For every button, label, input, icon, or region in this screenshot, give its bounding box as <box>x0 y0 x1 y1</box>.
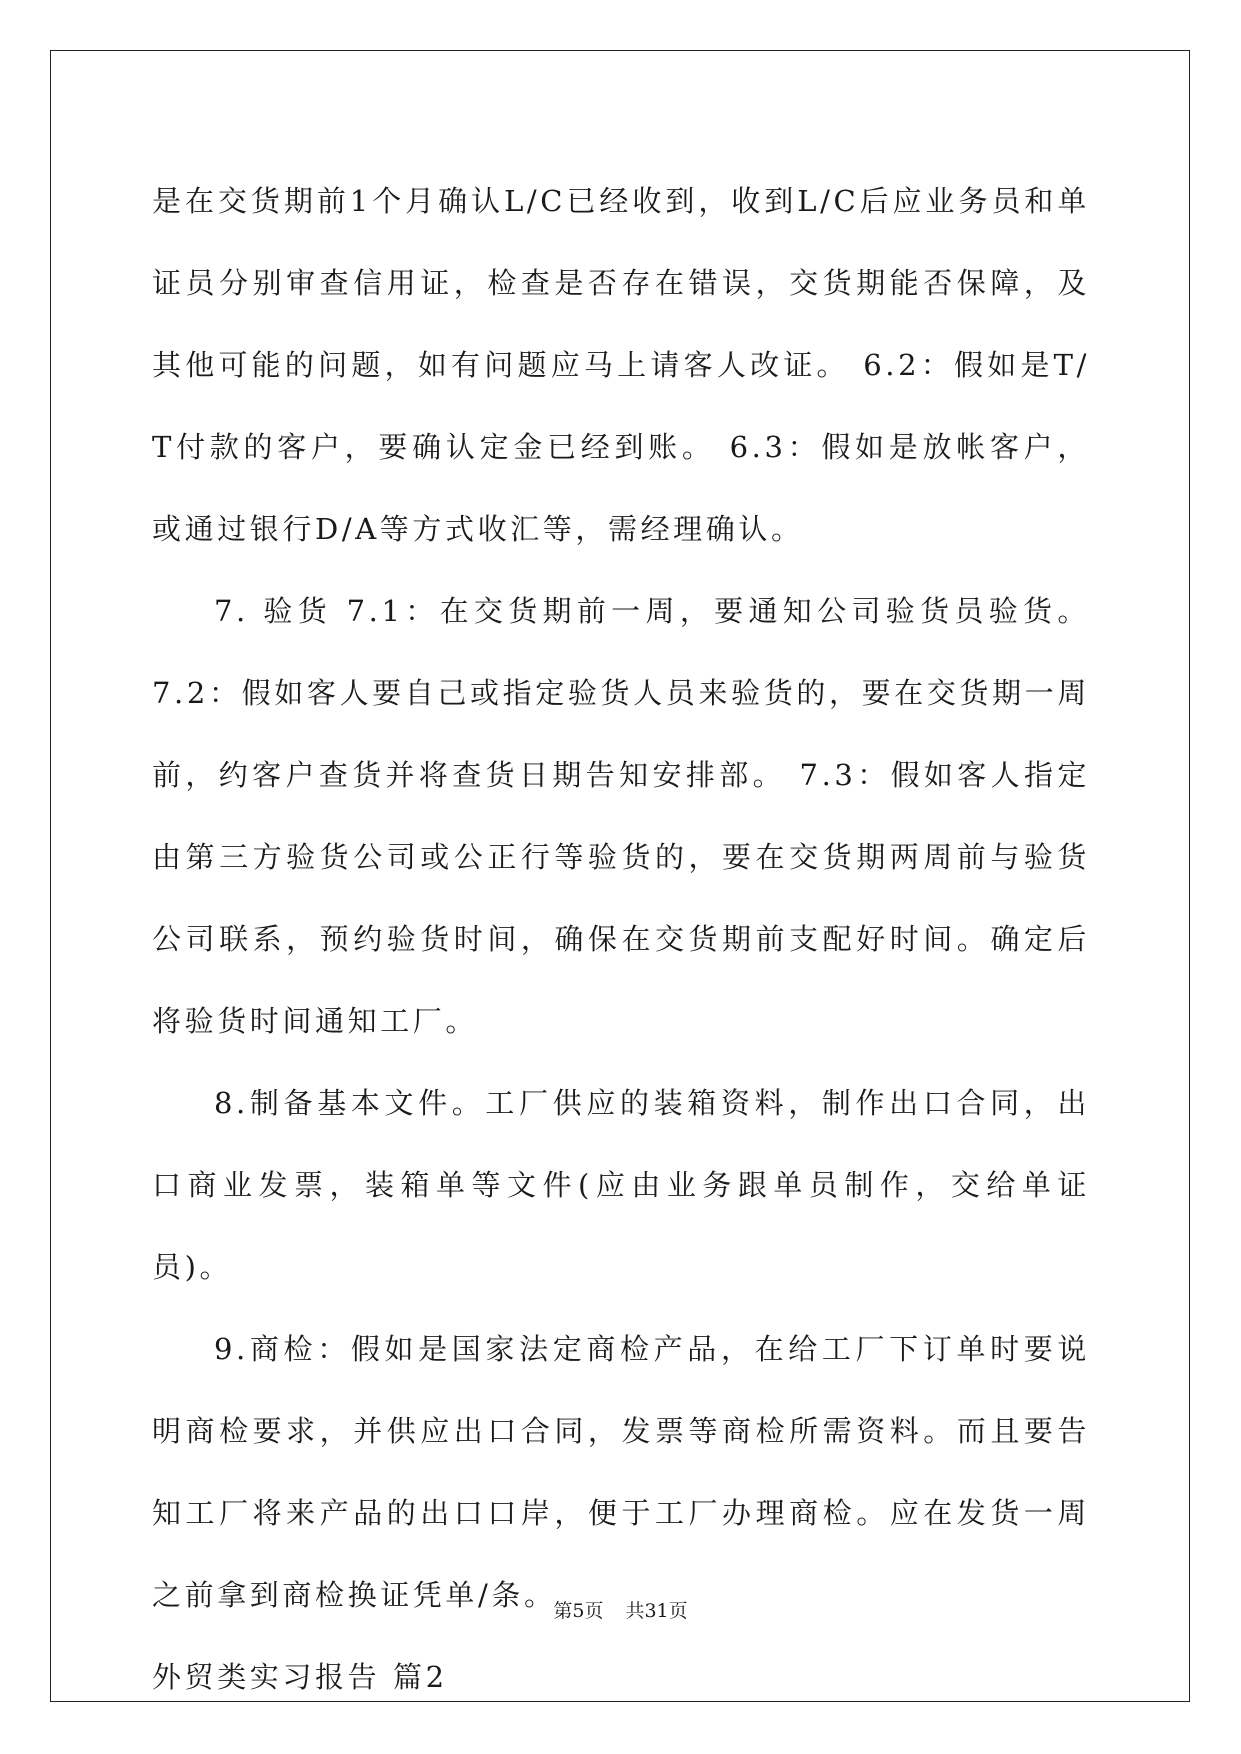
paragraph-basic-documents: 8.制备基本文件。工厂供应的装箱资料，制作出口合同，出口商业发票，装箱单等文件(应由业务跟单员制作，交给单证员)。 <box>152 1086 1090 1284</box>
paragraph-payment-confirmation: 是在交货期前1个月确认L/C已经收到，收到L/C后应业务员和单证员分别审查信用证，检查是否存在错误，交货期能否保障，及其他可能的问题，如有问题应马上请客人改证。 6.2：假如是T/T付款的客户，要确认定金已经到账。 6.3：假如是放帐客户，或通过银行D/A等方式收汇等，需经理确认。 <box>152 184 1090 546</box>
total-pages: 共31页 <box>625 1600 688 1622</box>
paragraph-commodity-inspection: 9.商检：假如是国家法定商检产品，在给工厂下订单时要说明商检要求，并供应出口合同，发票等商检所需资料。而且要告知工厂将来产品的出口口岸，便于工厂办理商检。应在发货一周之前拿到商检换证凭单/条。 <box>152 1332 1090 1612</box>
section-title: 外贸类实习报告 篇2 <box>152 1660 448 1694</box>
page-footer <box>0 1596 1241 1623</box>
document-body <box>152 160 1090 1718</box>
page-number: 第5页 <box>553 1600 604 1622</box>
paragraph-goods-inspection: 7. 验货 7.1：在交货期前一周，要通知公司验货员验货。 7.2：假如客人要自己或指定验货人员来验货的，要在交货期一周前，约客户查货并将查货日期告知安排部。 7.3：假如客人指定由第三方验货公司或公正行等验货的，要在交货期两周前与验货公司联系，预约验货时间，确保在交货期前支配好时间。确定后将验货时间通知工厂。 <box>152 594 1090 1038</box>
